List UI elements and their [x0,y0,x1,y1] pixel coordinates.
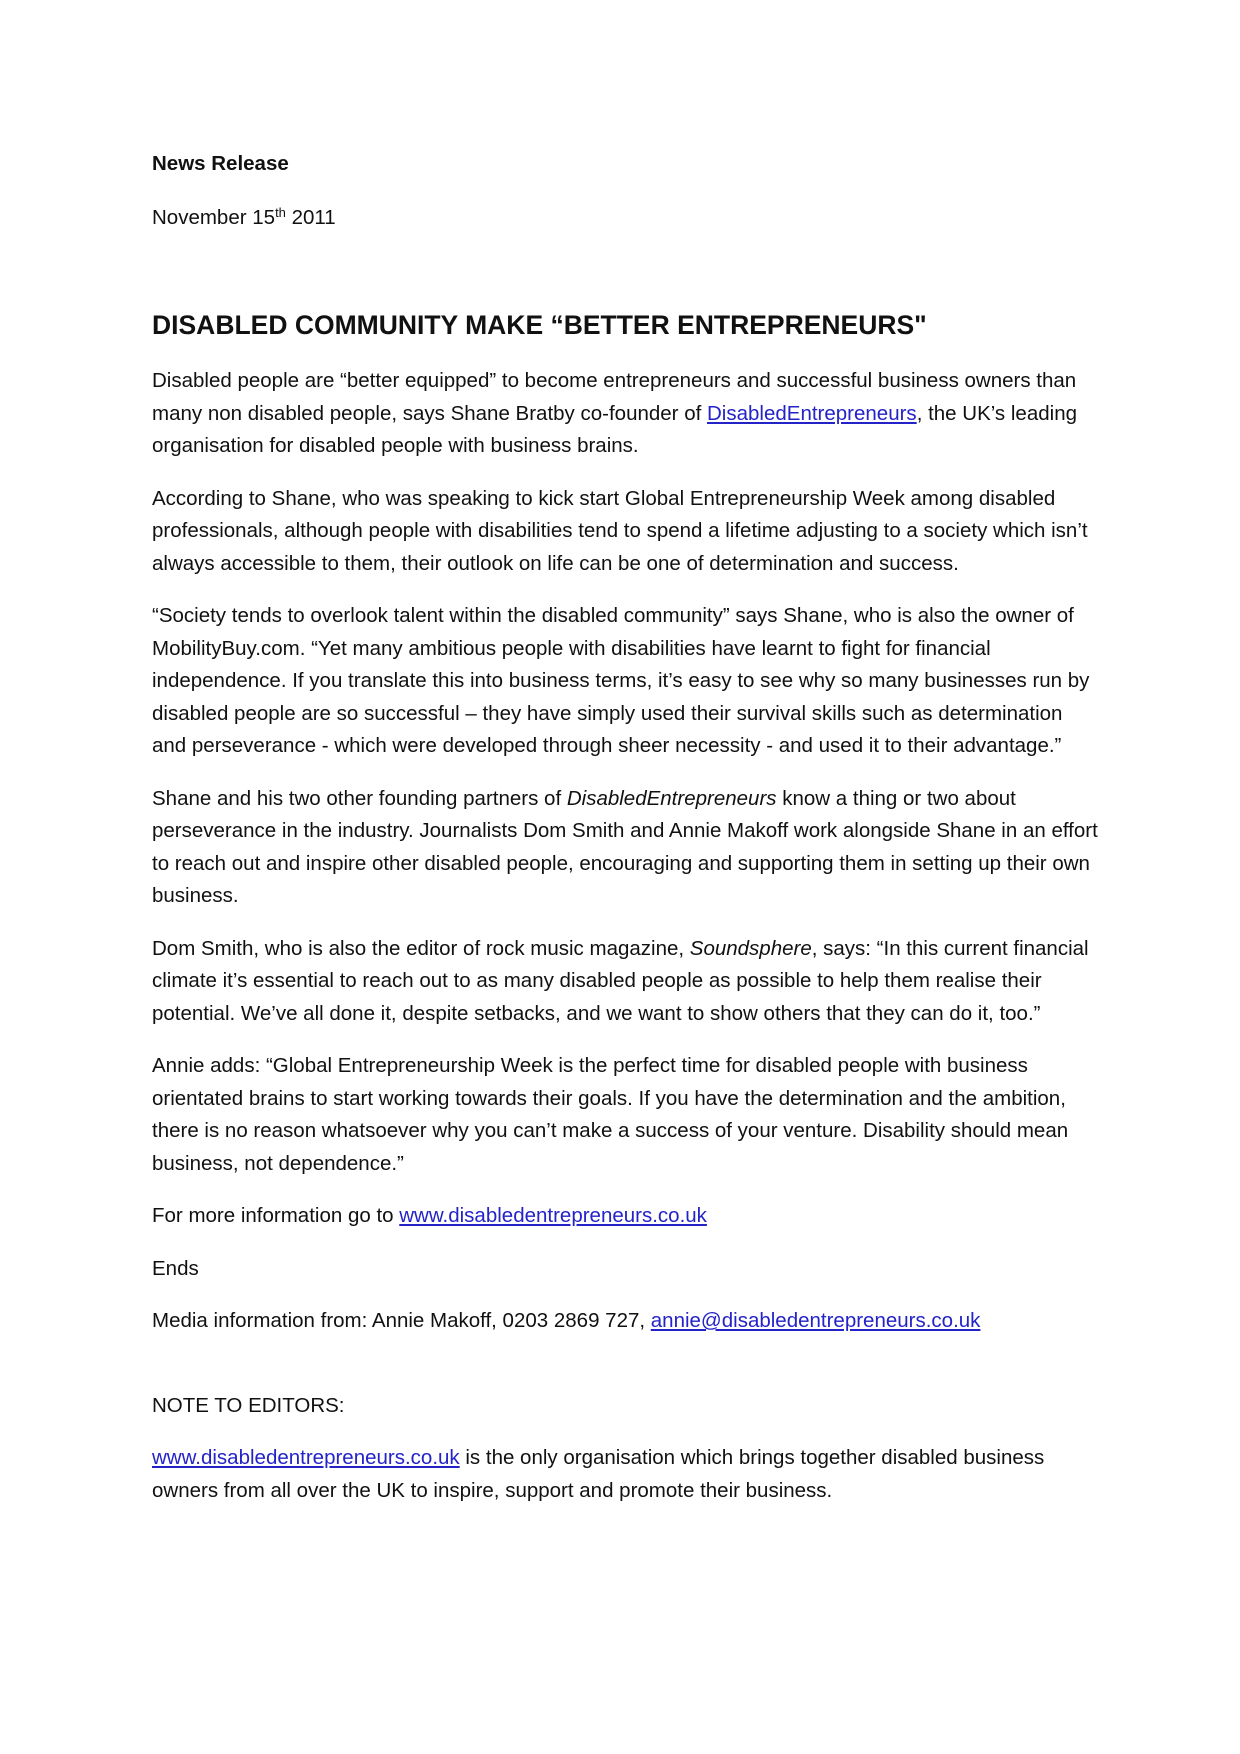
paragraph-5 [152,933,1102,1031]
email-link[interactable]: annie@disabledentrepreneurs.co.uk [650,1309,981,1332]
paragraph-1 [152,365,1102,463]
note-to-editors-text [152,1442,1102,1507]
release-date [152,202,1102,235]
date-prefix: November 15 [152,205,276,229]
paragraph-4 [152,783,1102,913]
media-information-text: Media information from: Annie Makoff, 0203 2869 727, [152,1309,651,1332]
paragraph-4-text-a: Shane and his two other founding partners of [152,786,567,810]
date-suffix: 2011 [285,205,336,229]
date-ordinal: th [275,204,286,220]
paragraph-7 [152,1200,1102,1233]
note-website-link[interactable]: www.disabledentrepreneurs.co.uk [152,1446,460,1469]
website-link[interactable]: www.disabledentrepreneurs.co.uk [399,1204,707,1227]
paragraph-5-text-a: Dom Smith, who is also the editor of rock music magazine, [152,936,690,960]
paragraph-4-text-b: know a thing or two about perseverance in the industry. Journalists Dom Smith and Annie Makoff work alongside Shane in an effort to reach out and inspire other disabled people, encouraging and supporting them in setting up their own business. [152,786,1098,907]
paragraph-6: Annie adds: “Global Entrepreneurship Week is the perfect time for disabled people with business orientated brains to start working towards their goals. If you have the determination and the ambition, there is no reason whatsoever why you can’t make a success of your venture. Disability should mean business, not dependence.” [152,1054,1069,1175]
headline: DISABLED COMMUNITY MAKE “BETTER ENTREPRENEURS" [152,310,927,340]
note-text: is the only organisation which brings together disabled business owners from all over the UK to inspire, support and promote their business. [152,1446,1045,1502]
paragraph-3: “Society tends to overlook talent within the disabled community” says Shane, who is also the owner of MobilityBuy.com. “Yet many ambitious people with disabilities have learnt to fight for financial independence. If you translate this into business terms, it’s easy to see why so many businesses run by disabled people are so successful – they have simply used their survival skills such as determination and perseverance - which were developed through sheer necessity - and used it to their advantage.” [152,604,1090,757]
paragraph-1-text-b: , the UK’s leading organisation for disabled people with business brains. [152,401,1077,457]
disabled-entrepreneurs-link[interactable]: DisabledEntrepreneurs [707,401,917,425]
ends-marker: Ends [152,1256,199,1280]
media-information [152,1305,1102,1338]
press-release-page [152,148,1102,1507]
note-to-editors-heading: NOTE TO EDITORS: [152,1393,345,1417]
paragraph-4-italic: DisabledEntrepreneurs [566,786,777,810]
paragraph-7-text: For more information go to [152,1204,400,1227]
paragraph-1-text-a: Disabled people are “better equipped” to become entrepreneurs and successful business owners than many non disabled people, says Shane Bratby co-founder of [152,369,1077,425]
paragraph-5-italic: Soundsphere [689,936,812,960]
news-release-label: News Release [152,152,289,175]
paragraph-2: According to Shane, who was speaking to kick start Global Entrepreneurship Week among disabled professionals, although people with disabilities tend to spend a lifetime adjusting to a society which isn’t always accessible to them, their outlook on life can be one of determination and success. [152,486,1088,575]
paragraph-5-text-b: , says: “In this current financial climate it’s essential to reach out to as many disabled people as possible to help them realise their potential. We’ve all done it, despite setbacks, and we want to show others that they can do it, too.” [152,936,1089,1025]
